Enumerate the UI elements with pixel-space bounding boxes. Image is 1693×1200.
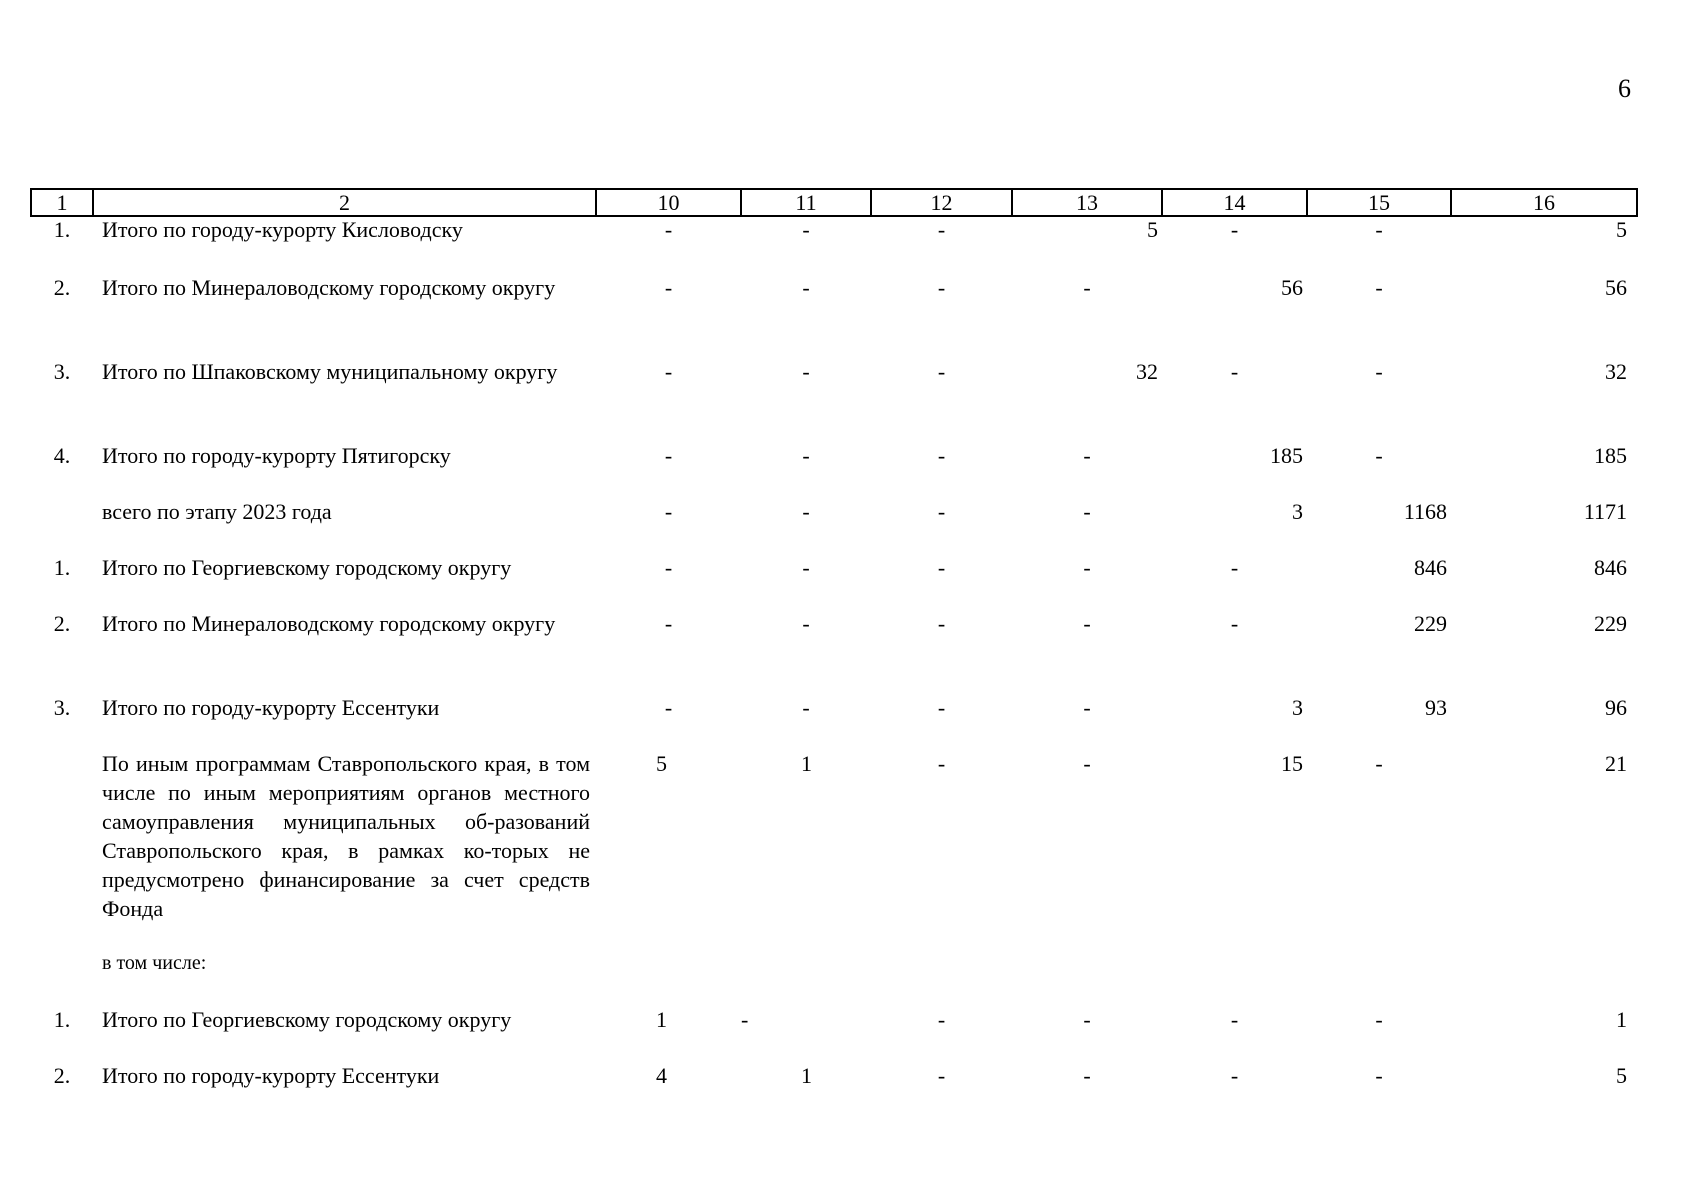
cell-col-14: -: [1230, 217, 1239, 242]
cell-col-13: -: [1083, 695, 1091, 720]
row-number: 2.: [53, 1063, 71, 1088]
cell-col-11: -: [802, 359, 810, 384]
cell-col-11: -: [802, 695, 810, 720]
cell-col-10: -: [664, 695, 673, 720]
cell-col-15: -: [1375, 751, 1383, 776]
column-header-16: 16: [1451, 189, 1637, 216]
row-label: в том числе:: [102, 952, 207, 974]
cell-col-13: -: [1083, 611, 1091, 636]
cell-col-10: -: [664, 217, 673, 242]
cell-col-16: 32: [1605, 359, 1627, 384]
cell-col-15: 846: [1414, 555, 1447, 580]
table-row: [31, 273, 1637, 357]
cell-col-11: 1: [801, 1063, 812, 1088]
cell-col-10: -: [664, 499, 673, 524]
row-number: 1.: [53, 1007, 71, 1032]
cell-col-16: 5: [1616, 1063, 1627, 1088]
cell-col-16: 21: [1605, 751, 1627, 776]
cell-col-10: -: [664, 555, 673, 580]
cell-col-13: -: [1083, 1007, 1091, 1032]
row-label: Итого по городу-курорту Пятигорску: [102, 443, 451, 468]
cell-col-14: -: [1230, 1063, 1239, 1088]
cell-col-12: -: [937, 275, 946, 300]
table-row: [31, 441, 1637, 497]
cell-col-11: -: [802, 611, 810, 636]
cell-col-14: 56: [1281, 275, 1303, 300]
cell-col-12: [871, 949, 1012, 1005]
column-header-15: 15: [1307, 189, 1451, 216]
cell-col-15: 1168: [1403, 499, 1447, 524]
cell-col-14: -: [1230, 555, 1239, 580]
row-number: 2.: [53, 275, 71, 300]
cell-col-15: -: [1375, 1063, 1383, 1088]
table-row: [31, 693, 1637, 749]
cell-col-15: -: [1375, 275, 1383, 300]
row-label: Итого по Георгиевскому городскому округу: [102, 1007, 512, 1032]
cell-col-12: -: [937, 751, 946, 776]
column-header-10: 10: [596, 189, 741, 216]
cell-col-12: -: [937, 611, 946, 636]
cell-col-14: 185: [1270, 443, 1303, 468]
row-label: Итого по городу-курорту Ессентуки: [102, 1063, 440, 1088]
cell-col-16: 185: [1594, 443, 1627, 468]
table-row: [31, 949, 1637, 1005]
column-number-header-row: [31, 189, 1637, 216]
cell-col-15: -: [1375, 443, 1383, 468]
cell-col-15: 229: [1414, 611, 1447, 636]
cell-col-15: -: [1375, 1007, 1383, 1032]
cell-col-14: 3: [1292, 695, 1303, 720]
row-number: 4.: [53, 443, 71, 468]
cell-col-16: [1451, 949, 1637, 1005]
data-table: [30, 188, 1638, 1117]
cell-col-10: [596, 949, 741, 1005]
cell-col-11: -: [802, 217, 810, 242]
column-header-2: 2: [93, 189, 596, 216]
table-row: [31, 497, 1637, 553]
cell-col-13: -: [1083, 555, 1091, 580]
cell-col-16: 5: [1616, 217, 1627, 242]
cell-col-13: -: [1083, 751, 1091, 776]
cell-col-12: -: [937, 1063, 946, 1088]
column-header-14: 14: [1162, 189, 1307, 216]
table-row: [31, 749, 1637, 949]
row-label: Итого по Шпаковскому муниципальному округу: [102, 359, 558, 384]
page-number: 6: [1618, 74, 1631, 103]
column-header-13: 13: [1012, 189, 1162, 216]
cell-col-14: -: [1230, 611, 1239, 636]
cell-col-12: -: [937, 359, 946, 384]
row-number: 2.: [53, 611, 71, 636]
cell-col-14: 15: [1281, 751, 1303, 776]
column-header-1: 1: [31, 189, 93, 216]
row-label: Итого по городу-курорту Ессентуки: [102, 695, 440, 720]
cell-col-10: -: [664, 359, 673, 384]
cell-col-12: -: [937, 217, 946, 242]
cell-col-13: -: [1083, 275, 1091, 300]
cell-col-12: -: [937, 443, 946, 468]
cell-col-13: -: [1083, 499, 1091, 524]
column-header-12: 12: [871, 189, 1012, 216]
cell-col-11: [741, 949, 871, 1005]
row-label: Итого по Минераловодскому городскому округу: [102, 275, 556, 300]
cell-col-16: 1: [1616, 1007, 1627, 1032]
cell-col-13: -: [1083, 1063, 1091, 1088]
table-row: [31, 609, 1637, 693]
cell-col-11: -: [802, 499, 810, 524]
row-label: Итого по Георгиевскому городскому округу: [102, 555, 512, 580]
cell-col-15: 93: [1425, 695, 1447, 720]
cell-col-14: -: [1230, 1007, 1239, 1032]
table-row: [31, 1005, 1637, 1061]
cell-col-16: 56: [1605, 275, 1627, 300]
row-label: Итого по городу-курорту Кисловодску: [102, 217, 463, 242]
row-number: 3.: [53, 359, 71, 384]
cell-col-15: -: [1375, 217, 1383, 242]
cell-col-11: -: [802, 275, 810, 300]
cell-col-10: 4: [656, 1063, 667, 1088]
table-row: [31, 1061, 1637, 1117]
cell-col-14: -: [1230, 359, 1239, 384]
table-row: [31, 553, 1637, 609]
row-label: Итого по Минераловодскому городскому округу: [102, 611, 556, 636]
row-number: 1.: [53, 555, 71, 580]
row-label: всего по этапу 2023 года: [102, 499, 332, 524]
cell-col-13: [1012, 949, 1162, 1005]
cell-col-10: 5: [656, 751, 667, 776]
row-number: [31, 749, 93, 949]
table-row: [31, 216, 1637, 273]
cell-col-16: 96: [1605, 695, 1627, 720]
row-number: 1.: [53, 217, 71, 242]
row-label: По иным программам Ставропольского края, в том числе по иным мероприятиям органов местного самоуправления муниципальных об-разований Ставропольского края, в рамках ко-торых не предусмотрено финансирование за счет средств Фонда: [102, 751, 590, 921]
cell-col-11: -: [802, 443, 810, 468]
row-number: 3.: [53, 695, 71, 720]
table-row: [31, 357, 1637, 441]
cell-col-12: -: [937, 499, 946, 524]
cell-col-10: -: [664, 611, 673, 636]
cell-col-10: 1: [656, 1007, 667, 1032]
cell-col-11: 1: [801, 751, 812, 776]
cell-col-15: -: [1375, 359, 1383, 384]
cell-col-13: 32: [1136, 359, 1158, 384]
cell-col-10: -: [664, 443, 673, 468]
cell-col-16: 229: [1594, 611, 1627, 636]
cell-col-16: 846: [1594, 555, 1627, 580]
cell-col-16: 1171: [1583, 499, 1627, 524]
cell-col-14: [1162, 949, 1307, 1005]
cell-col-11: -: [802, 555, 810, 580]
row-number: [31, 497, 93, 553]
cell-col-13: -: [1083, 443, 1091, 468]
cell-col-14: 3: [1292, 499, 1303, 524]
column-header-11: 11: [741, 189, 871, 216]
cell-col-15: [1307, 949, 1451, 1005]
cell-col-12: -: [937, 555, 946, 580]
cell-col-13: 5: [1147, 217, 1158, 242]
cell-col-10: -: [664, 275, 673, 300]
cell-col-12: -: [937, 695, 946, 720]
cell-col-11: -: [741, 1007, 749, 1032]
cell-col-12: -: [937, 1007, 946, 1032]
row-number: [31, 949, 93, 1005]
